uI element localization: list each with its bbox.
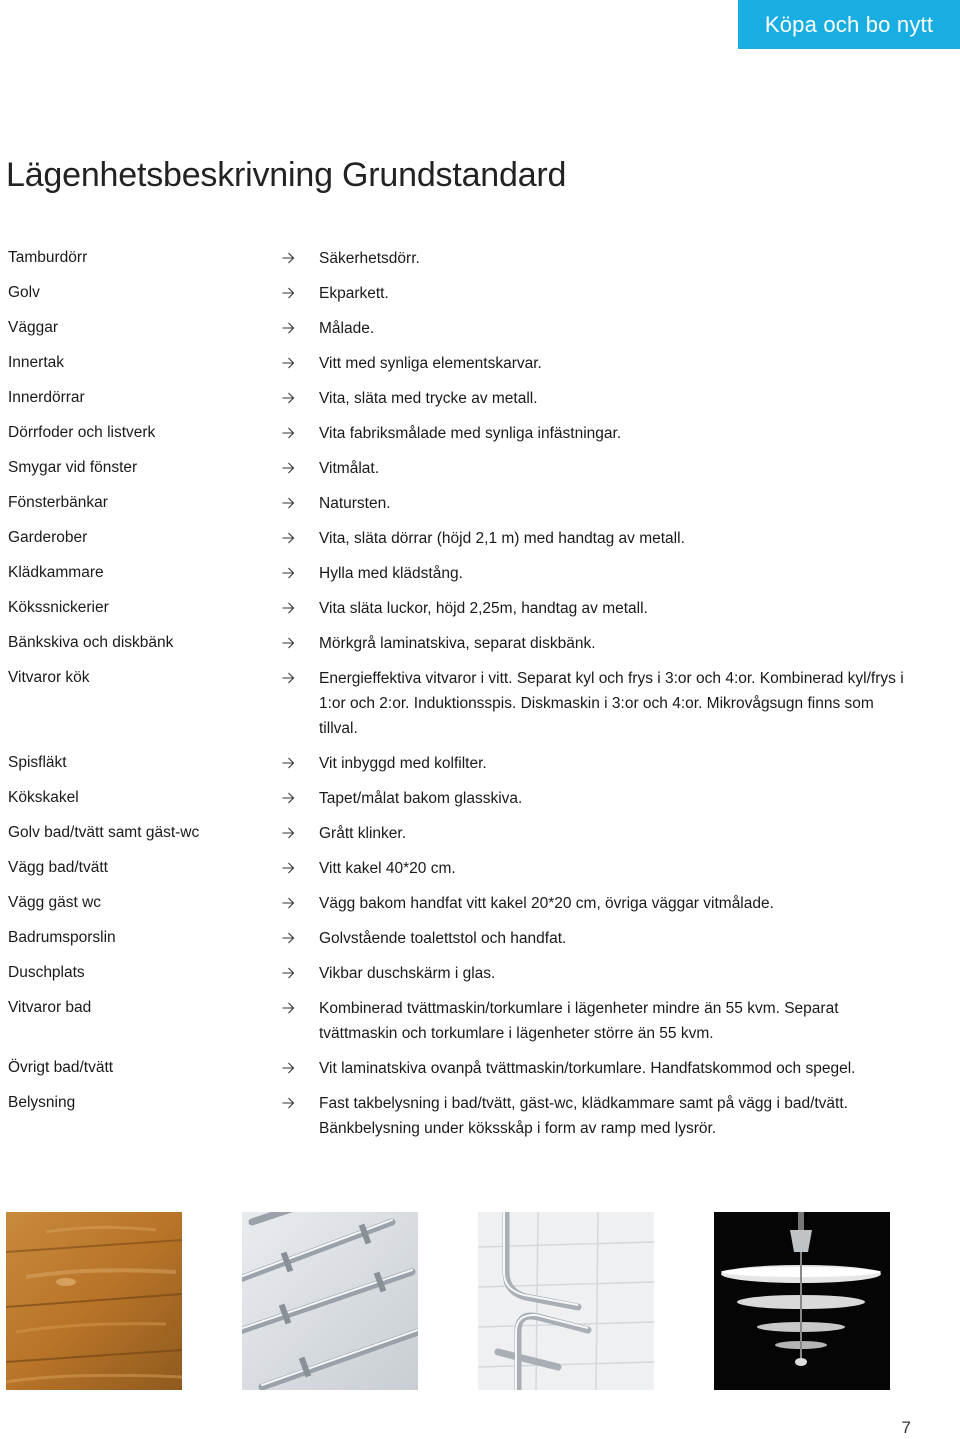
spec-list [8, 246, 908, 1151]
spec-value: Vit laminatskiva ovanpå tvättmaskin/torkumlare. Handfatskommod och spegel. [319, 1060, 856, 1077]
arrow-right-icon [282, 891, 319, 915]
arrow-right-icon [282, 421, 319, 445]
spec-label: Dörrfoder och listverk [8, 424, 156, 441]
spec-row [8, 351, 908, 376]
spec-row [8, 891, 908, 916]
spec-label: Innertak [8, 354, 65, 371]
spec-row [8, 961, 908, 986]
spec-row [8, 491, 908, 516]
spec-value: Vitt med synliga elementskarvar. [319, 355, 542, 372]
ceiling-lamp-photo [714, 1212, 890, 1390]
spec-value: Energieffektiva vitvaror i vitt. Separat kyl och frys i 3:or och 4:or. Kombinerad kyl/frys i 1:or och 2:or. Induktionsspis. Diskmaskin i 3:or och 4:or. Mikrovågsugn finns som tillval. [319, 670, 904, 737]
spec-value: Ekparkett. [319, 285, 389, 302]
spec-label: Garderober [8, 529, 88, 546]
spec-row [8, 856, 908, 881]
spec-value: Säkerhetsdörr. [319, 250, 420, 267]
spec-value: Vit inbyggd med kolfilter. [319, 755, 487, 772]
spec-row [8, 751, 908, 776]
spec-value: Hylla med klädstång. [319, 565, 463, 582]
spec-value: Fast takbelysning i bad/tvätt, gäst-wc, klädkammare samt på vägg i bad/tvätt. Bänkbelysning under köksskåp i form av ramp med lysrör. [319, 1095, 848, 1137]
arrow-right-icon [282, 596, 319, 620]
arrow-right-icon [282, 526, 319, 550]
arrow-right-icon [282, 751, 319, 775]
spec-label: Vägg bad/tvätt [8, 859, 108, 876]
spec-value: Vitmålat. [319, 460, 380, 477]
spec-label: Badrumsporslin [8, 929, 116, 946]
spec-label: Golv [8, 284, 40, 301]
spec-row [8, 1091, 908, 1141]
arrow-right-icon [282, 996, 319, 1020]
spec-row [8, 596, 908, 621]
spec-row [8, 631, 908, 656]
spec-value: Vita fabriksmålade med synliga infästningar. [319, 425, 622, 442]
arrow-right-icon [282, 786, 319, 810]
spec-label: Duschplats [8, 964, 85, 981]
arrow-right-icon [282, 351, 319, 375]
spec-label: Belysning [8, 1094, 76, 1111]
arrow-right-icon [282, 961, 319, 985]
spec-row [8, 821, 908, 846]
spec-row [8, 386, 908, 411]
spec-value: Målade. [319, 320, 375, 337]
spec-row [8, 316, 908, 341]
arrow-right-icon [282, 491, 319, 515]
spec-row [8, 786, 908, 811]
spec-value: Vita släta luckor, höjd 2,25m, handtag av metall. [319, 600, 648, 617]
arrow-right-icon [282, 1091, 319, 1115]
spec-value: Vägg bakom handfat vitt kakel 20*20 cm, övriga väggar vitmålade. [319, 895, 774, 912]
spec-value: Vitt kakel 40*20 cm. [319, 860, 456, 877]
page-title: Lägenhetsbeskrivning Grundstandard [6, 156, 567, 194]
spec-label: Smygar vid fönster [8, 459, 138, 476]
spec-label: Innerdörrar [8, 389, 85, 406]
towel-rail-photo [478, 1212, 654, 1390]
arrow-right-icon [282, 386, 319, 410]
arrow-right-icon [282, 561, 319, 585]
arrow-right-icon [282, 246, 319, 270]
spec-row [8, 421, 908, 446]
spec-row [8, 996, 908, 1046]
spec-label: Väggar [8, 319, 58, 336]
spec-label: Fönsterbänkar [8, 494, 108, 511]
arrow-right-icon [282, 856, 319, 880]
spec-label: Kökskakel [8, 789, 79, 806]
spec-value: Golvstående toalettstol och handfat. [319, 930, 567, 947]
spec-value: Natursten. [319, 495, 391, 512]
spec-label: Vitvaror bad [8, 999, 92, 1016]
spec-label: Klädkammare [8, 564, 104, 581]
spec-row [8, 666, 908, 741]
spec-row [8, 561, 908, 586]
spec-label: Spisfläkt [8, 754, 67, 771]
spec-row [8, 926, 908, 951]
arrow-right-icon [282, 456, 319, 480]
arrow-right-icon [282, 316, 319, 340]
spec-label: Kökssnickerier [8, 599, 109, 616]
metal-handles-photo [242, 1212, 418, 1390]
spec-value: Grått klinker. [319, 825, 406, 842]
spec-value: Vita, släta dörrar (höjd 2,1 m) med handtag av metall. [319, 530, 685, 547]
arrow-right-icon [282, 1056, 319, 1080]
spec-row [8, 281, 908, 306]
spec-label: Vägg gäst wc [8, 894, 102, 911]
spec-row [8, 246, 908, 271]
page-number: 7 [901, 1418, 911, 1437]
spec-label: Övrigt bad/tvätt [8, 1059, 114, 1076]
spec-value: Vikbar duschskärm i glas. [319, 965, 496, 982]
arrow-right-icon [282, 926, 319, 950]
spec-label: Tamburdörr [8, 249, 88, 266]
arrow-right-icon [282, 821, 319, 845]
spec-value: Mörkgrå laminatskiva, separat diskbänk. [319, 635, 596, 652]
arrow-right-icon [282, 631, 319, 655]
spec-label: Bänkskiva och diskbänk [8, 634, 174, 651]
oak-parquet-photo [6, 1212, 182, 1390]
spec-value: Kombinerad tvättmaskin/torkumlare i lägenheter mindre än 55 kvm. Separat tvättmaskin och torkumlare i lägenheter större än 55 kvm. [319, 1000, 839, 1042]
arrow-right-icon [282, 281, 319, 305]
photo-strip [0, 1212, 960, 1390]
spec-label: Vitvaror kök [8, 669, 90, 686]
spec-value: Tapet/målat bakom glasskiva. [319, 790, 523, 807]
spec-row [8, 526, 908, 551]
arrow-right-icon [282, 666, 319, 690]
section-label: Köpa och bo nytt [764, 11, 934, 37]
section-tab [738, 0, 960, 49]
spec-label: Golv bad/tvätt samt gäst-wc [8, 824, 200, 841]
spec-row [8, 1056, 908, 1081]
spec-value: Vita, släta med trycke av metall. [319, 390, 538, 407]
spec-row [8, 456, 908, 481]
